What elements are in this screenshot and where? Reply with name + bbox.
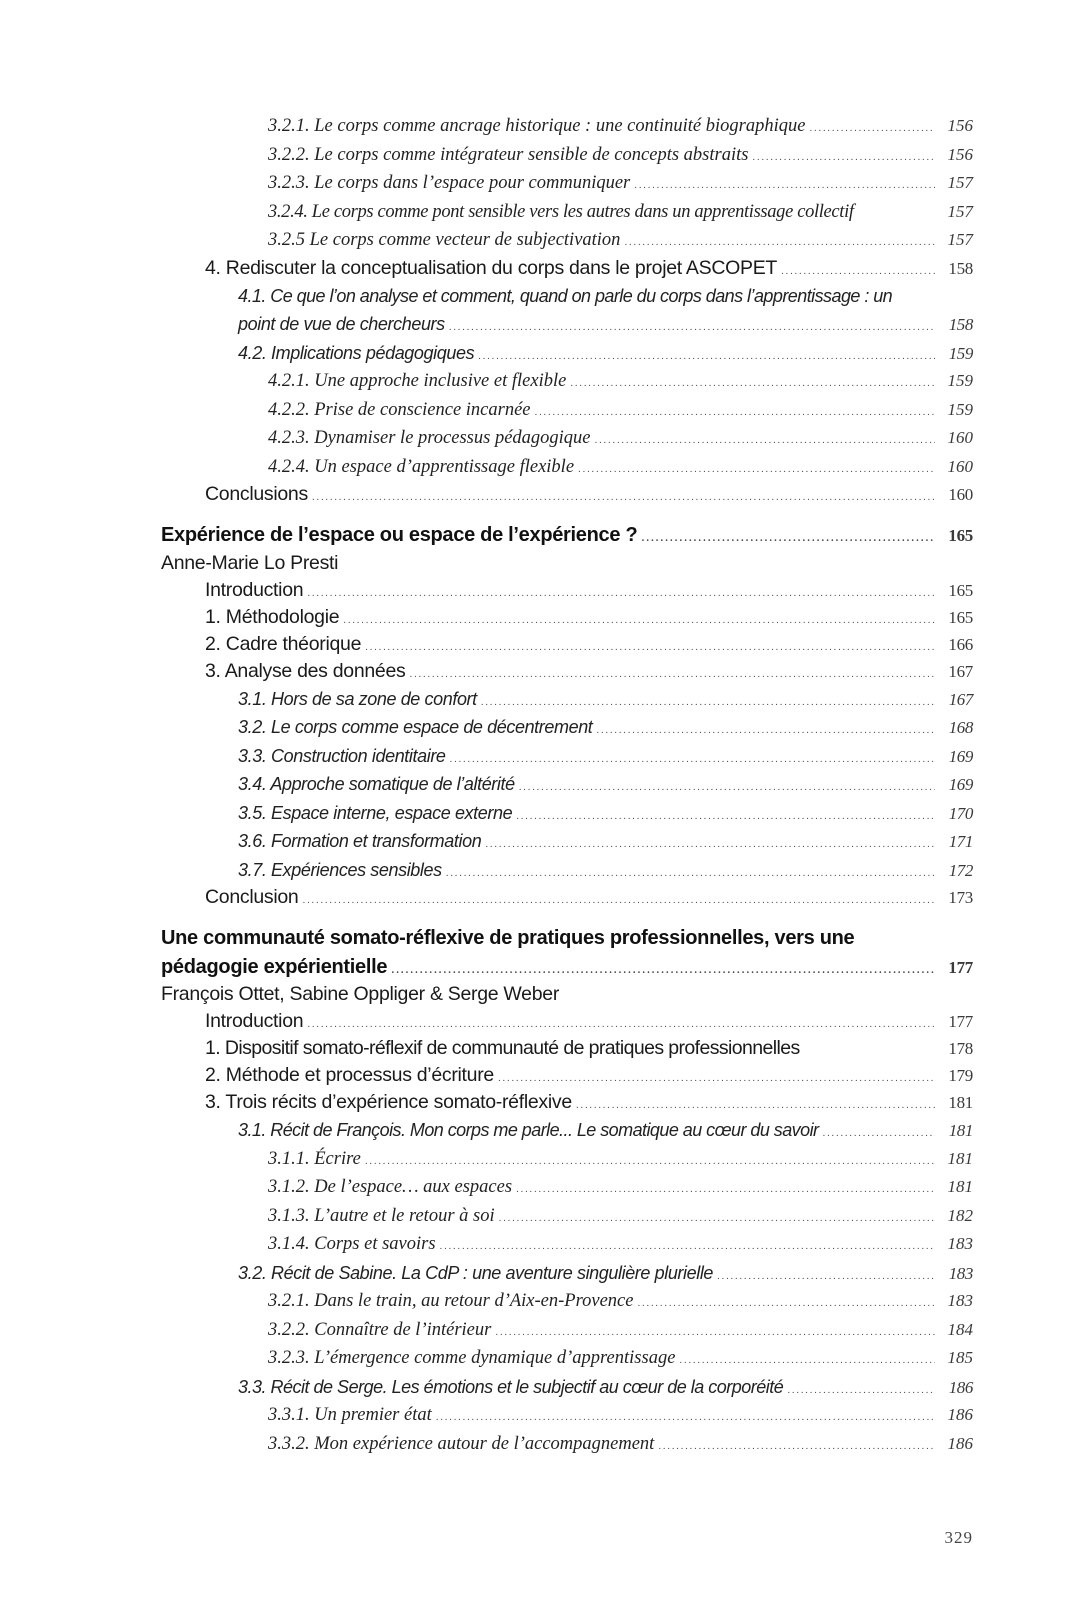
chapter-author xyxy=(161,981,973,1008)
chapter-title[interactable] xyxy=(161,924,973,953)
chapter-title-line1: Une communauté somato-réflexive de pratiques professionnelles, vers une xyxy=(161,927,855,949)
entry-label: Conclusions xyxy=(205,483,308,505)
entry-page: 173 xyxy=(948,888,973,907)
entry-label: 3.4. Approche somatique de l’altérité xyxy=(238,774,515,794)
toc-entry[interactable] xyxy=(161,1089,973,1116)
entry-label: 3.2.3. L’émergence comme dynamique d’apprentissage xyxy=(268,1348,676,1368)
entry-label: Conclusion xyxy=(205,886,299,908)
toc-entry[interactable] xyxy=(161,770,973,799)
entry-label: 4.2. Implications pédagogiques xyxy=(238,342,475,363)
entry-page: 159 xyxy=(947,399,973,419)
toc-entry[interactable] xyxy=(161,1035,973,1062)
toc-entry[interactable] xyxy=(161,1287,973,1316)
entry-page: 159 xyxy=(947,371,973,390)
entry-label: 4.2.2. Prise de conscience incarnée xyxy=(268,399,531,420)
entry-page: 158 xyxy=(948,315,973,334)
entry-label: Introduction xyxy=(205,578,304,601)
toc-entry[interactable] xyxy=(161,1116,973,1145)
leader-dots xyxy=(578,456,935,485)
entry-label: 2. Méthode et processus d’écriture xyxy=(205,1064,494,1086)
chapter-title-continued[interactable] xyxy=(161,953,973,982)
toc-entry[interactable] xyxy=(161,169,973,198)
entry-page: 179 xyxy=(948,1066,973,1085)
toc-entry[interactable] xyxy=(161,1373,973,1402)
entry-page: 165 xyxy=(948,607,973,627)
entry-page: 186 xyxy=(948,1377,973,1397)
leader-dots xyxy=(679,1347,935,1376)
toc-entry[interactable] xyxy=(161,141,973,170)
entry-label: 3.1.1. Écrire xyxy=(268,1148,361,1169)
entry-page: 169 xyxy=(948,775,973,794)
entry-label: 3.2.4. Le corps comme pont sensible vers les autres dans un apprentissage collectif xyxy=(268,201,854,222)
entry-label: 3.2.5 Le corps comme vecteur de subjectivation xyxy=(268,230,621,250)
leader-dots xyxy=(302,888,935,915)
entry-label: 3.2. Le corps comme espace de décentrement xyxy=(238,717,593,737)
entry-label: 3.2. Récit de Sabine. La CdP : une aventure singulière plurielle xyxy=(238,1262,714,1283)
entry-page: 177 xyxy=(948,1012,973,1031)
toc-entry[interactable] xyxy=(161,1230,973,1259)
entry-label: 3.2.3. Le corps dans l’espace pour communiquer xyxy=(268,173,631,193)
entry-page: 160 xyxy=(947,428,973,447)
toc-entry[interactable] xyxy=(161,424,973,453)
entry-page: 182 xyxy=(947,1205,973,1225)
entry-page: 167 xyxy=(948,689,973,709)
entry-label: point de vue de chercheurs xyxy=(238,314,445,334)
entry-page: 160 xyxy=(947,456,973,476)
entry-page: 156 xyxy=(947,116,973,135)
entry-label: 3.1.4. Corps et savoirs xyxy=(268,1234,436,1254)
leader-dots xyxy=(634,172,935,201)
toc-entry[interactable] xyxy=(161,282,973,311)
entry-page: 181 xyxy=(948,1093,973,1112)
toc-entry[interactable] xyxy=(161,453,973,482)
leader-dots xyxy=(570,370,935,399)
entry-label: 3. Analyse des données xyxy=(205,659,406,682)
entry-label: 4.1. Ce que l’on analyse et comment, quand on parle du corps dans l’apprentissage : un xyxy=(238,285,893,306)
leader-dots xyxy=(595,427,935,456)
toc-entry[interactable] xyxy=(161,1430,973,1459)
leader-dots xyxy=(436,1404,935,1433)
leader-dots xyxy=(658,1433,935,1462)
toc-entry[interactable] xyxy=(161,577,973,604)
entry-label: 3.2.2. Connaître de l’intérieur xyxy=(268,1319,492,1340)
entry-label: 3. Trois récits d’expérience somato-réflexive xyxy=(205,1091,572,1113)
entry-page: 183 xyxy=(947,1291,973,1310)
entry-page: 178 xyxy=(948,1039,973,1058)
toc-entry[interactable] xyxy=(161,310,973,339)
entry-label: 3.1.3. L’autre et le retour à soi xyxy=(268,1205,495,1226)
entry-page: 170 xyxy=(948,803,973,823)
entry-label: 3.3. Construction identitaire xyxy=(238,745,446,766)
toc-entry[interactable] xyxy=(161,1344,973,1373)
toc-entry[interactable] xyxy=(161,827,973,856)
entry-page: 165 xyxy=(948,580,973,600)
toc-entry[interactable] xyxy=(161,481,973,508)
entry-label: 1. Dispositif somato-réflexif de communauté de pratiques professionnelles xyxy=(205,1037,800,1059)
leader-dots xyxy=(440,1233,935,1262)
chapter-title-line2: pédagogie expérientielle xyxy=(161,955,388,978)
entry-label: 3.6. Formation et transformation xyxy=(238,831,482,851)
page-number: 329 xyxy=(944,1528,973,1547)
leader-dots xyxy=(809,115,935,144)
entry-label: 4.2.1. Une approche inclusive et flexible xyxy=(268,371,567,391)
toc-entry[interactable] xyxy=(161,631,973,658)
author-name: François Ottet, Sabine Oppliger & Serge Weber xyxy=(161,983,560,1005)
toc-entry[interactable] xyxy=(161,339,973,368)
toc-entry[interactable] xyxy=(161,713,973,742)
entry-page: 181 xyxy=(948,1121,973,1140)
toc-entry[interactable] xyxy=(161,1202,973,1231)
entry-label: Introduction xyxy=(205,1010,304,1032)
entry-page: 157 xyxy=(947,230,973,249)
entry-page: 157 xyxy=(947,173,973,192)
entry-page: 184 xyxy=(947,1319,973,1339)
toc-entry[interactable] xyxy=(161,1008,973,1035)
entry-page: 185 xyxy=(947,1348,973,1367)
entry-page: 177 xyxy=(948,957,973,977)
toc-entry[interactable] xyxy=(161,396,973,425)
entry-page: 186 xyxy=(947,1433,973,1453)
entry-page: 181 xyxy=(947,1177,973,1196)
leader-dots xyxy=(624,229,935,258)
entry-label: 3.1.2. De l’espace… aux espaces xyxy=(268,1177,513,1197)
leader-dots xyxy=(535,399,935,428)
author-name: Anne-Marie Lo Presti xyxy=(161,551,339,574)
entry-label: 1. Méthodologie xyxy=(205,605,340,628)
toc-entry[interactable] xyxy=(161,226,973,255)
entry-page: 156 xyxy=(947,144,973,164)
entry-label: 3.2.1. Le corps comme ancrage historique : une continuité biographique xyxy=(268,116,806,136)
chapter-title-text: Expérience de l’espace ou espace de l’expérience ? xyxy=(161,524,638,546)
entry-label: 2. Cadre théorique xyxy=(205,632,362,655)
entry-label: 3.3.1. Un premier état xyxy=(268,1405,432,1425)
chapter-author xyxy=(161,550,973,577)
entry-label: 3.3.2. Mon expérience autour de l’accompagnement xyxy=(268,1433,655,1454)
entry-page: 169 xyxy=(948,746,973,766)
entry-label: 3.7. Expériences sensibles xyxy=(238,859,442,880)
leader-dots xyxy=(312,485,935,512)
entry-label: 4.2.4. Un espace d’apprentissage flexible xyxy=(268,456,575,477)
entry-page: 159 xyxy=(948,343,973,363)
toc-entry[interactable] xyxy=(161,1259,973,1288)
entry-label: 3.2.1. Dans le train, au retour d’Aix-en-Provence xyxy=(268,1291,634,1311)
toc-entry[interactable] xyxy=(161,658,973,685)
entry-label: 3.1. Récit de François. Mon corps me parle... Le somatique au cœur du savoir xyxy=(238,1120,819,1140)
toc-entry[interactable] xyxy=(161,604,973,631)
entry-label: 3.1. Hors de sa zone de confort xyxy=(238,688,477,709)
entry-label: 4.2.3. Dynamiser le processus pédagogique xyxy=(268,428,591,448)
entry-page: 183 xyxy=(948,1263,973,1283)
leader-dots xyxy=(637,1290,935,1319)
toc-entry[interactable] xyxy=(161,198,973,227)
leader-dots xyxy=(495,1319,935,1348)
toc-entry[interactable] xyxy=(161,1145,973,1174)
entry-page: 181 xyxy=(947,1148,973,1168)
entry-page: 172 xyxy=(948,860,973,880)
toc-entry[interactable] xyxy=(161,1316,973,1345)
entry-page: 160 xyxy=(948,485,973,504)
toc-entry[interactable] xyxy=(161,1401,973,1430)
entry-page: 168 xyxy=(948,718,973,737)
entry-page: 165 xyxy=(948,526,973,545)
toc-entry[interactable] xyxy=(161,1173,973,1202)
toc-entry[interactable] xyxy=(161,685,973,714)
entry-page: 183 xyxy=(947,1234,973,1253)
table-of-contents xyxy=(0,112,1090,1458)
toc-entry[interactable] xyxy=(161,742,973,771)
leader-dots xyxy=(752,144,935,173)
entry-page: 186 xyxy=(947,1405,973,1424)
entry-label: 3.2.2. Le corps comme intégrateur sensible de concepts abstraits xyxy=(268,144,749,165)
leader-dots xyxy=(516,1176,935,1205)
leader-dots xyxy=(365,1148,935,1177)
toc-entry[interactable] xyxy=(161,112,973,141)
leader-dots xyxy=(499,1205,935,1234)
entry-page: 158 xyxy=(948,258,973,278)
entry-label: 3.5. Espace interne, espace externe xyxy=(238,802,513,823)
toc-entry[interactable] xyxy=(161,255,973,282)
toc-entry[interactable] xyxy=(161,856,973,885)
chapter-title[interactable] xyxy=(161,521,973,550)
toc-entry[interactable] xyxy=(161,367,973,396)
entry-page: 166 xyxy=(948,634,973,654)
toc-entry[interactable] xyxy=(161,884,973,911)
entry-label: 3.3. Récit de Serge. Les émotions et le subjectif au cœur de la corporéité xyxy=(238,1376,784,1397)
entry-page: 171 xyxy=(948,832,973,851)
toc-entry[interactable] xyxy=(161,799,973,828)
entry-page: 167 xyxy=(948,661,973,681)
entry-page: 157 xyxy=(947,201,973,221)
entry-label: 4. Rediscuter la conceptualisation du corps dans le projet ASCOPET xyxy=(205,256,778,279)
toc-entry[interactable] xyxy=(161,1062,973,1089)
